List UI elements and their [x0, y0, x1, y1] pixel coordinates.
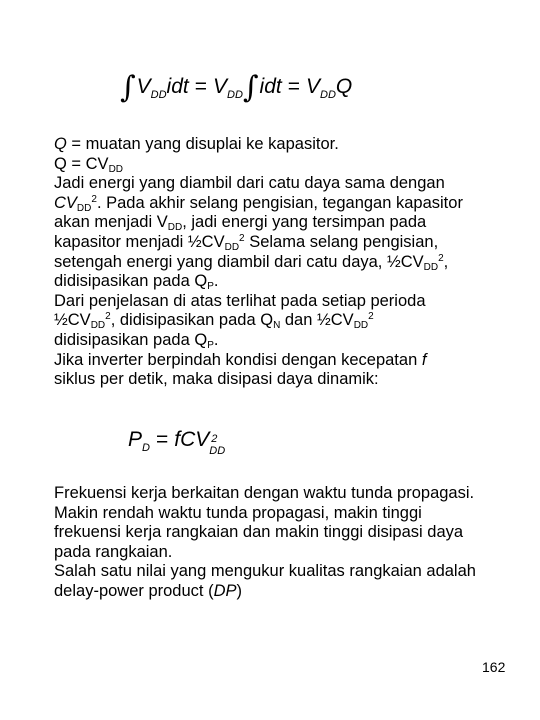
integral-sign: ∫ — [120, 70, 136, 105]
text: didisipasikan pada Q — [54, 272, 208, 291]
text-line — [54, 351, 524, 371]
subscript: P — [207, 339, 214, 351]
text-line — [54, 272, 524, 292]
text: Jika inverter berpindah kondisi dengan kecepatan — [54, 350, 422, 369]
text-line — [54, 253, 524, 273]
text-line: Jadi energi yang diambil dari catu daya sama dengan — [54, 174, 445, 193]
text-line: Salah satu nilai yang mengukur kualitas rangkaian adalah — [54, 562, 476, 581]
text-line — [54, 194, 524, 214]
text-line — [54, 331, 524, 351]
eq2-equals: = — [155, 428, 169, 451]
text: ) — [236, 581, 242, 600]
subscript: DD — [76, 202, 92, 214]
superscript: 2 — [105, 311, 111, 323]
text-line: frekuensi kerja rangkaian dan makin tinggi disipasi daya — [54, 523, 464, 542]
variable: CV — [54, 193, 77, 212]
eq1-subscript: DD — [320, 89, 336, 101]
integral-sign: ∫ — [242, 70, 259, 105]
subscript: DD — [108, 163, 124, 175]
text: Q = CV — [54, 154, 109, 173]
text-line: Frekuensi kerja berkaitan dengan waktu tunda propagasi. — [54, 484, 475, 502]
text-line — [54, 155, 524, 175]
text: , didisipasikan pada Q — [110, 311, 274, 330]
text-line — [54, 233, 524, 253]
text: kapasitor menjadi ½CV — [54, 232, 225, 251]
text-line — [54, 582, 524, 602]
subscript: P — [207, 281, 214, 293]
text: akan menjadi V — [54, 213, 168, 232]
subscript: DD — [224, 241, 240, 253]
superscript: 2 — [438, 252, 444, 264]
eq2-subscript: D — [142, 442, 150, 454]
superscript: 2 — [91, 193, 97, 205]
text: = muatan yang disuplai ke kapasitor. — [66, 135, 339, 153]
eq1-term: Q — [335, 75, 353, 98]
superscript: 2 — [239, 232, 245, 244]
text: dan ½CV — [280, 311, 354, 330]
text-line: pada rangkaian. — [54, 542, 173, 561]
superscript: 2 — [368, 311, 374, 323]
eq2-term: P — [128, 428, 143, 451]
text: ½CV — [54, 311, 91, 330]
subscript: N — [273, 320, 281, 332]
text-line: Makin rendah waktu tunda propagasi, makin tinggi — [54, 503, 422, 522]
eq2-subscript: DD — [209, 445, 226, 457]
text: . — [213, 272, 219, 291]
text: setengah energi yang diambil dari catu daya, ½CV — [54, 252, 424, 271]
subscript: DD — [423, 261, 439, 273]
eq1-equals: = — [194, 75, 207, 98]
eq1-equals: = — [287, 75, 300, 98]
text: Selama selang pengisian, — [244, 232, 439, 251]
variable: DP — [213, 581, 237, 600]
text-line — [54, 213, 524, 233]
eq1-term: V — [213, 75, 228, 98]
text-line: siklus per detik, maka disipasi daya dinamik: — [54, 370, 379, 389]
text: . Pada akhir selang pengisian, tegangan kapasitor — [96, 193, 463, 212]
energy-integral-equation — [120, 70, 352, 105]
text: . — [213, 330, 219, 349]
text-line — [54, 135, 524, 155]
eq2-term: fCV — [174, 428, 210, 451]
variable: Q — [54, 135, 67, 153]
eq1-term: idt — [166, 75, 189, 98]
text: delay-power product ( — [54, 581, 214, 600]
eq1-subscript: DD — [150, 89, 167, 101]
subscript: DD — [90, 320, 106, 332]
eq1-term: V — [136, 75, 151, 98]
text: , — [443, 252, 449, 271]
text: , jadi energi yang tersimpan pada — [182, 213, 427, 232]
explanation-paragraph — [54, 135, 524, 390]
conclusion-paragraph — [54, 484, 524, 602]
eq2-superscript: 2 — [211, 433, 218, 445]
eq1-term: idt — [259, 75, 282, 98]
page-number: 162 — [482, 659, 506, 675]
text-line — [54, 311, 524, 331]
subscript: DD — [353, 320, 369, 332]
text-line: Dari penjelasan di atas terlihat pada setiap perioda — [54, 291, 426, 310]
text: didisipasikan pada Q — [54, 330, 208, 349]
eq1-term: V — [306, 75, 321, 98]
variable: f — [421, 350, 427, 369]
eq1-subscript: DD — [227, 89, 243, 101]
dynamic-power-equation — [128, 428, 233, 457]
subscript: DD — [167, 222, 183, 234]
